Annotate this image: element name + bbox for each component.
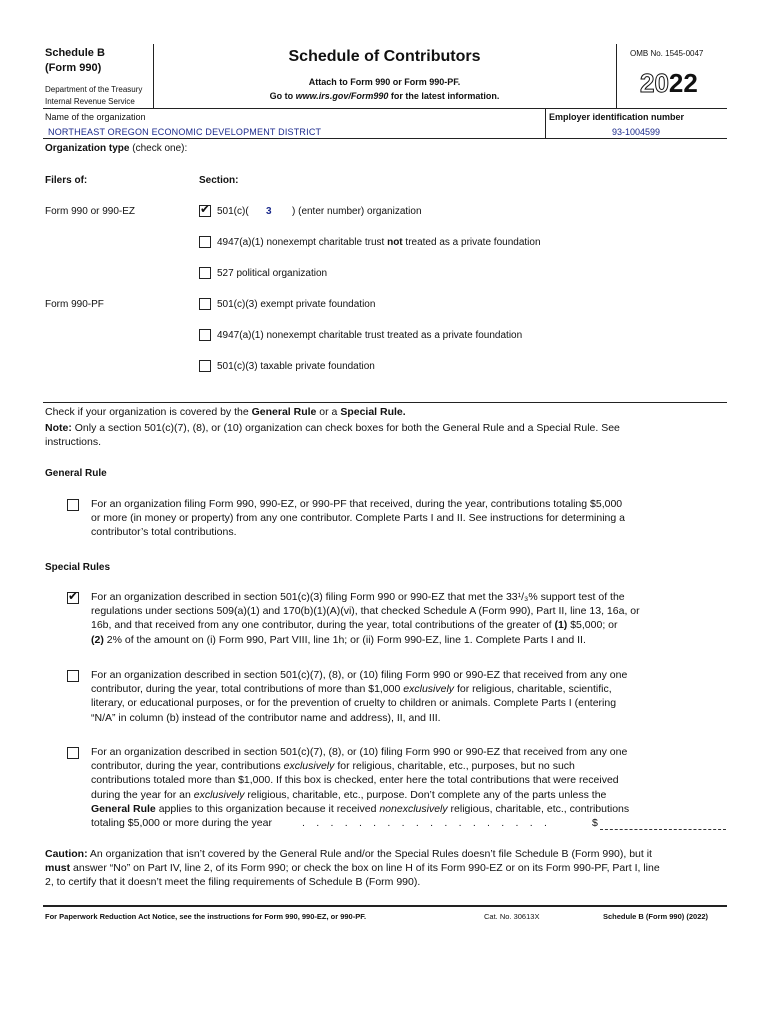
caution-line1: An organization that isn’t covered by the General Rule and/or the Special Rules doesn’t file Schedule B (Form 990), but it [87, 848, 652, 860]
s2-line4: “N/A” in column (b) instead of the contributor name and address), II, and III. [91, 711, 441, 724]
s3-leader-dots: . . . . . . . . . . . . . . . . . . [302, 817, 552, 829]
s2-line1: For an organization described in section 501(c)(7), (8), or (10) filing Form 990 or 990-EZ that received from any one [91, 669, 628, 681]
org-type-label: Organization type [45, 143, 130, 154]
s3-line6: totaling $5,000 or more during the year [91, 817, 272, 829]
general-line1: For an organization filing Form 990, 990-EZ, or 990-PF that received, during the year, contributions totaling $5,000 [91, 498, 623, 510]
intro-special: Special Rule. [340, 406, 406, 418]
irs-link[interactable]: www.irs.gov/Form990 [295, 91, 389, 101]
special-rule-1-text [91, 590, 731, 647]
s3-line2-pre: contributor, during the year, contributions [91, 760, 284, 773]
s3-line5-it: nonexclusively [379, 802, 448, 815]
page-title: Schedule of Contributors [288, 48, 481, 65]
footer-schedule: Schedule B (Form 990) (2022) [603, 912, 709, 921]
option-4947-not-pf [217, 236, 541, 249]
s1-line3-end: $5,000; or [567, 619, 618, 632]
s1-line3-b1: (1) [554, 619, 568, 632]
s3-line5-b: General Rule [91, 802, 156, 815]
org-type-hint: (check one): [132, 143, 188, 154]
special-rule-3-text [91, 745, 731, 816]
s3-line4-pre: during the year for an [91, 788, 194, 801]
caution-line2: answer “No” on Part IV, line 2, of its Form 990; or check the box on line H of its Form 990-EZ or on its Form 990-PF, Part I, line [70, 862, 660, 875]
goto-line [153, 90, 616, 102]
special-rules-heading: Special Rules [45, 562, 111, 573]
general-line3: contributor’s total contributions. [91, 526, 237, 539]
header-divider-right [616, 44, 617, 108]
check-icon: ✔ [200, 202, 211, 216]
dept-line2: Internal Revenue Service [45, 97, 135, 106]
s1-line1: For an organization described in section 501(c)(3) filing Form 990 or 990-EZ that met the 33¹/₃% support test of the [91, 591, 625, 603]
dept-line1: Department of the Treasury [45, 85, 143, 94]
section-number-input[interactable]: 3 [266, 206, 272, 217]
checkbox-527[interactable] [199, 267, 211, 279]
s3-line5-post: religious, charitable, etc., contributions [447, 802, 630, 815]
tax-year [640, 68, 698, 98]
checkbox-special-rule-3[interactable] [67, 747, 79, 759]
attach-line: Attach to Form 990 or Form 990-PF. [308, 77, 461, 87]
note-label: Note: [45, 422, 72, 434]
option-501c3-taxable-pf: 501(c)(3) taxable private foundation [217, 361, 375, 372]
special-rule-2-text [91, 668, 731, 725]
rules-note [45, 421, 735, 449]
checkbox-501c3-exempt-pf[interactable] [199, 298, 211, 310]
goto-pre: Go to [269, 91, 296, 101]
s1-line4: 2% of the amount on (i) Form 990, Part VIII, line 1h; or (ii) Form 990-EZ, line 1. Complete Parts I and II. [103, 633, 586, 646]
option-501c [217, 205, 249, 218]
s1-line2: regulations under sections 509(a)(1) and 170(b)(1)(A)(vi), that checked Schedule A (Form 990), Part II, line 13, 16a, or [91, 605, 640, 618]
general-line2: or more (in money or property) from any one contributor. Complete Parts I and II. See instructions for determining a [91, 512, 625, 525]
org-type-line [45, 142, 187, 155]
caution-line3: 2, to certify that it doesn’t meet the filing requirements of Schedule B (Form 990). [45, 876, 421, 889]
intro-mid: or a [316, 406, 341, 418]
paperwork-notice: For Paperwork Reduction Act Notice, see the instructions for Form 990, 990-EZ, or 990-PF. [45, 912, 367, 921]
omb-number: OMB No. 1545-0047 [630, 49, 704, 58]
year-outline: 20 [640, 68, 669, 98]
s2-line3: literary, or educational purposes, or for the prevention of cruelty to children or animals. Complete Parts I (entering [91, 697, 617, 710]
org-name-label: Name of the organization [45, 112, 146, 122]
org-name-value[interactable]: NORTHEAST OREGON ECONOMIC DEVELOPMENT DISTRICT [48, 127, 322, 137]
checkbox-special-rule-2[interactable] [67, 670, 79, 682]
s3-line5-pre: applies to this organization because it received [155, 802, 380, 815]
checkbox-4947-not-pf[interactable] [199, 236, 211, 248]
s1-line4-b2: (2) [91, 633, 104, 646]
general-rule-text [91, 497, 731, 540]
checkbox-4947-pf[interactable] [199, 329, 211, 341]
intro-general: General Rule [251, 406, 317, 418]
s3-line4-post: religious, charitable, etc., purpose. Don’t complete any of the parts unless the [244, 788, 607, 801]
form-990-label: Form 990 or 990-EZ [45, 206, 136, 217]
section-heading: Section: [199, 175, 239, 186]
note-line2: instructions. [45, 436, 102, 449]
s3-line2-it: exclusively [283, 760, 335, 773]
ein-label: Employer identification number [549, 112, 685, 122]
opt2-post: treated as a private foundation [402, 237, 541, 248]
filers-bottom-rule [43, 402, 727, 403]
s1-line3: 16b, and that received from any one contributor, during the year, total contributions of the greater of [91, 619, 555, 632]
checkbox-special-rule-1[interactable] [67, 589, 79, 604]
s2-line2-pre: contributor, during the year, total contributions of more than $1,000 [91, 683, 404, 696]
s2-line2-post: for religious, charitable, scientific, [454, 683, 612, 696]
caution-label: Caution: [45, 848, 88, 860]
option-527: 527 political organization [217, 268, 328, 279]
intro-pre: Check if your organization is covered by the [45, 406, 252, 418]
goto-post: for the latest information. [388, 91, 500, 101]
header-bottom-rule [43, 108, 727, 109]
checkbox-general-rule[interactable] [67, 499, 79, 511]
org-bottom-rule [43, 138, 727, 139]
s3-line2-post: for religious, charitable, etc., purposes, but no such [334, 760, 575, 773]
s3-dollar-sign: $ [592, 817, 598, 829]
form-990pf-label: Form 990-PF [45, 299, 104, 310]
option-501c-post: ) (enter number) organization [292, 206, 422, 217]
option-501c-pre: 501(c)( [217, 206, 249, 217]
s3-line4-it: exclusively [193, 788, 245, 801]
caution-must: must [45, 862, 71, 875]
check-icon: ✔ [68, 589, 79, 603]
ein-value[interactable]: 93-1004599 [611, 127, 661, 137]
year-bold: 22 [668, 68, 698, 98]
s3-amount-field[interactable] [600, 829, 726, 830]
cat-number: Cat. No. 30613X [484, 912, 540, 921]
note-line1: Only a section 501(c)(7), (8), or (10) organization can check boxes for both the General Rule and a Special Rule. See [71, 422, 620, 434]
footer-rule [43, 905, 727, 907]
filers-heading: Filers of: [45, 175, 88, 186]
schedule-label: Schedule B [45, 47, 105, 59]
s3-line3: contributions totaled more than $1,000. If this box is checked, enter here the total contributions that were received [91, 774, 619, 787]
caution-text [45, 847, 735, 890]
s2-line2-it: exclusively [403, 683, 455, 696]
opt2-pre: 4947(a)(1) nonexempt charitable trust [217, 237, 388, 248]
checkbox-501c3-taxable-pf[interactable] [199, 360, 211, 372]
checkbox-501c[interactable] [199, 202, 211, 217]
option-4947-pf: 4947(a)(1) nonexempt charitable trust treated as a private foundation [217, 330, 523, 341]
option-501c3-exempt-pf: 501(c)(3) exempt private foundation [217, 299, 376, 310]
form-label: (Form 990) [45, 62, 102, 74]
general-rule-heading: General Rule [45, 468, 107, 479]
s3-line1: For an organization described in section 501(c)(7), (8), or (10) filing Form 990 or 990-EZ that received from any one [91, 746, 628, 758]
opt2-bold: not [387, 237, 403, 248]
rules-intro [45, 405, 406, 419]
